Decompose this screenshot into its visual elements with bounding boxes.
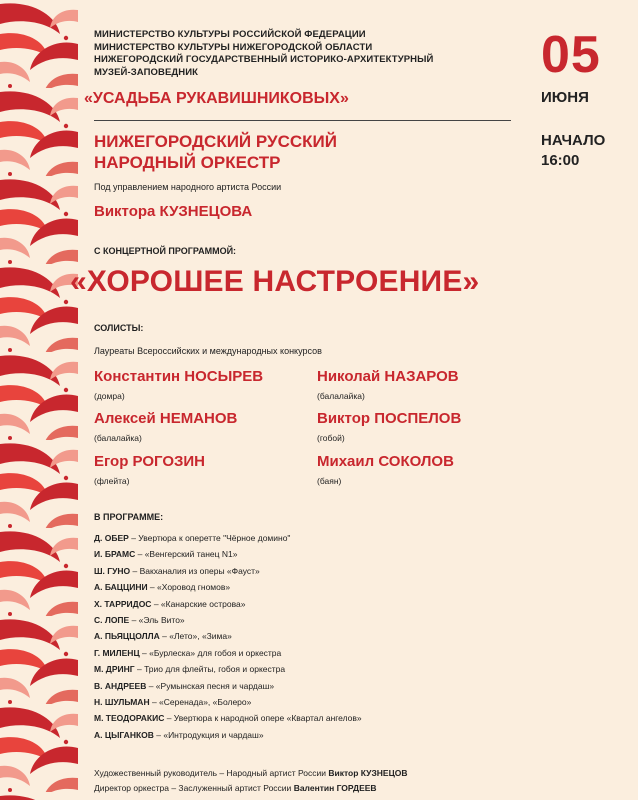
poster-content [70, 0, 624, 800]
program-composer: М. ТЕОДОРАКИС [94, 713, 165, 724]
soloist-name: Николай НАЗАРОВ [317, 368, 459, 385]
soloist-instrument: (балалайка) [94, 433, 142, 443]
program-item: А. ЦЫГАНКОВ – «Интродукция и чардаш» [94, 729, 264, 740]
orchestra-line-1: НИЖЕГОРОДСКИЙ РУССКИЙ [94, 132, 337, 151]
conductor-caption: Под управлением народного артиста России [94, 182, 282, 192]
program-work: «Канарские острова» [160, 598, 246, 609]
date-month: ИЮНЯ [541, 89, 589, 106]
organizer-line: МУЗЕЙ-ЗАПОВЕДНИК [94, 66, 199, 78]
soloist [317, 453, 454, 487]
date-day: 05 [541, 26, 601, 84]
soloist-instrument: (домра) [94, 391, 125, 401]
soloist [94, 453, 205, 487]
program-work: «Бурлеска» для гобоя и оркестра [149, 647, 282, 658]
credit-line [94, 781, 408, 796]
soloist-name: Константин НОСЫРЕВ [94, 368, 264, 385]
soloist [94, 368, 263, 402]
program-work: «Интродукция и чардаш» [163, 729, 264, 740]
program-composer: Г. МИЛЕНЦ [94, 647, 140, 658]
start-label: НАЧАЛО [541, 132, 606, 149]
program-heading: В ПРОГРАММЕ: [94, 512, 164, 522]
program-item: Х. ТАРРИДОС – «Канарские острова» [94, 598, 246, 609]
program-composer: Д. ОБЕР [94, 533, 129, 543]
soloist-name: Виктор ПОСПЕЛОВ [317, 410, 462, 427]
soloist-instrument: (баян) [317, 476, 342, 486]
program-work: «Эль Вито» [138, 614, 185, 625]
program-item: В. АНДРЕЕВ – «Румынская песня и чардаш» [94, 680, 275, 691]
organizer-line: НИЖЕГОРОДСКИЙ ГОСУДАРСТВЕННЫЙ ИСТОРИКО-АРХИТЕКТУРНЫЙ [94, 54, 434, 65]
program-work: «Румынская песня и чардаш» [155, 680, 275, 691]
program-work: «Лето», «Зима» [169, 631, 232, 642]
organizers-block [94, 29, 514, 79]
soloist-instrument: (гобой) [317, 433, 345, 443]
credit-role: Художественный руководитель – Народный артист России [94, 768, 326, 778]
soloist [317, 368, 459, 402]
program-item: Г. МИЛЕНЦ – «Бурлеска» для гобоя и оркестра [94, 647, 282, 658]
program-composer: А. БАЦЦИНИ [94, 582, 148, 593]
program-work: Трио для флейты, гобоя и оркестра [144, 664, 286, 675]
program-composer: М. ДРИНГ [94, 664, 135, 675]
program-work: «Хоровод гномов» [157, 582, 231, 593]
program-composer: Х. ТАРРИДОС [94, 598, 152, 609]
program-item: Ш. ГУНО – Вакханалия из оперы «Фауст» [94, 565, 260, 576]
program-work: «Серенада», «Болеро» [159, 696, 252, 707]
soloist-instrument: (балалайка) [317, 391, 365, 401]
program-item: И. БРАМС – «Венгерский танец N1» [94, 549, 238, 560]
conductor-name: Виктора КУЗНЕЦОВА [94, 203, 253, 220]
program-composer: Н. ШУЛЬМАН [94, 696, 150, 707]
credit-name: Валентин ГОРДЕЕВ [293, 782, 377, 793]
program-item: А. ПЬЯЦЦОЛЛА – «Лето», «Зима» [94, 631, 232, 642]
start-block [541, 131, 605, 171]
soloist [94, 410, 237, 444]
credits-block [94, 766, 408, 795]
program-composer: И. БРАМС [94, 549, 136, 560]
program-work: Вакханалия из оперы «Фауст» [139, 565, 260, 576]
program-item: С. ЛОПЕ – «Эль Вито» [94, 614, 185, 625]
program-work: «Венгерский танец N1» [144, 549, 238, 560]
orchestra-line-2: НАРОДНЫЙ ОРКЕСТР [94, 153, 281, 172]
program-intro: С КОНЦЕРТНОЙ ПРОГРАММОЙ: [94, 246, 237, 256]
program-composer: В. АНДРЕЕВ [94, 680, 147, 691]
program-composer: А. ПЬЯЦЦОЛЛА [94, 631, 160, 642]
header-divider [94, 120, 511, 121]
program-title: «ХОРОШЕЕ НАСТРОЕНИЕ» [70, 265, 480, 298]
soloist-name: Михаил СОКОЛОВ [317, 453, 454, 470]
program-item: Н. ШУЛЬМАН – «Серенада», «Болеро» [94, 696, 252, 707]
soloist-name: Егор РОГОЗИН [94, 453, 206, 470]
program-composer: Ш. ГУНО [94, 565, 131, 576]
organizer-line: МИНИСТЕРСТВО КУЛЬТУРЫ РОССИЙСКОЙ ФЕДЕРАЦИИ [94, 29, 366, 40]
program-work: Увертюра к оперетте "Чёрное домино" [138, 533, 291, 543]
credit-line [94, 766, 408, 781]
orchestra-name [94, 131, 337, 173]
program-item: Д. ОБЕР – Увертюра к оперетте "Чёрное домино" [94, 533, 291, 543]
program-composer: С. ЛОПЕ [94, 614, 130, 625]
organizer-line: МИНИСТЕРСТВО КУЛЬТУРЫ НИЖЕГОРОДСКОЙ ОБЛАСТИ [94, 41, 373, 53]
program-item: А. БАЦЦИНИ – «Хоровод гномов» [94, 582, 231, 593]
program-item: М. ТЕОДОРАКИС – Увертюра к народной опере «Квартал ангелов» [94, 713, 362, 724]
soloists-heading: СОЛИСТЫ: [94, 323, 144, 333]
program-composer: А. ЦЫГАНКОВ [94, 729, 154, 740]
program-list [94, 530, 362, 743]
start-time: 16:00 [541, 152, 580, 169]
venue-title: «УСАДЬБА РУКАВИШНИКОВЫХ» [84, 90, 349, 107]
soloist [317, 410, 461, 444]
credit-name: Виктор КУЗНЕЦОВ [328, 768, 408, 778]
program-work: Увертюра к народной опере «Квартал ангелов» [173, 713, 362, 724]
soloist-name: Алексей НЕМАНОВ [94, 410, 238, 427]
soloists-caption: Лауреаты Всероссийских и международных конкурсов [94, 346, 322, 356]
folk-ornament-border [0, 0, 78, 800]
soloist-instrument: (флейта) [94, 476, 130, 486]
credit-role: Директор оркестра – Заслуженный артист России [94, 782, 292, 793]
program-item: М. ДРИНГ – Трио для флейты, гобоя и оркестра [94, 664, 286, 675]
